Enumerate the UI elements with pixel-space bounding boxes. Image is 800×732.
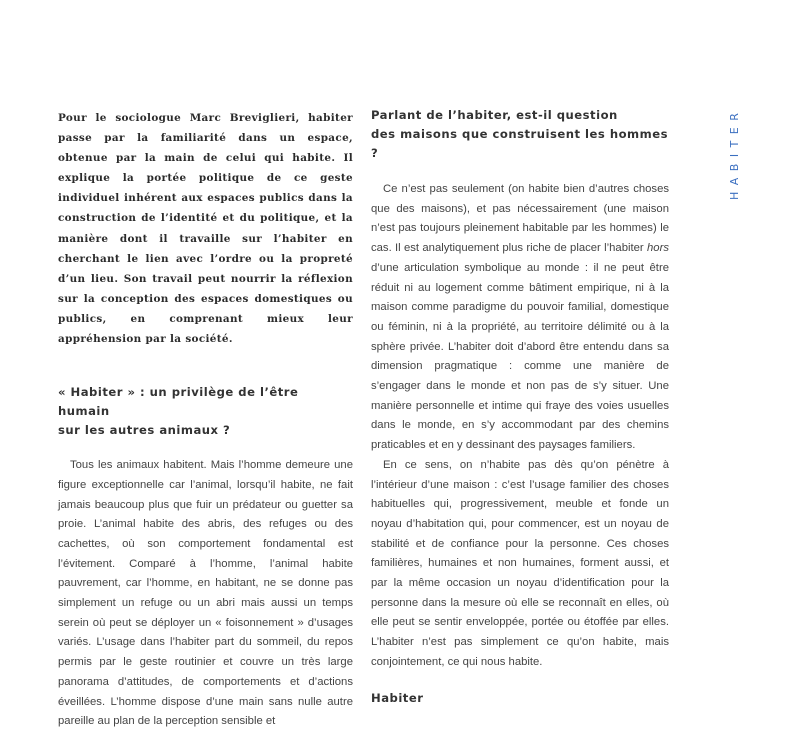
- heading-line: sur les autres animaux ?: [58, 423, 231, 438]
- paragraph: En ce sens, on n’habite pas dès qu’on pénètre à l’intérieur d’une maison : c’est l’usage familier des choses habituelles qui, progressivement, meuble et fonde un noyau d’habitation qui, pour commencer, est un noyau de stabilité et de confiance pour la personne. Ces choses familières, humaines et non humaines, forment aussi, et par la même occasion un noyau d’identification pour la personne dans la mesure où elle se reconnaît en elles, où elle peut se sentir enveloppée, portée ou étoffée par elles. L’habiter n’est pas simplement ce qu’on habite, mais conjointement, ce qui nous habite.: [371, 458, 669, 668]
- right-column: [371, 106, 669, 705]
- section-heading-maisons: [371, 106, 669, 163]
- body-text-maisons: [371, 180, 669, 673]
- intro-paragraph: Pour le sociologue Marc Breviglieri, habiter passe par la familiarité dans un espace, obtenue par la main de celui qui habite. Il explique la portée politique de ce geste individuel inhérent aux espaces publics dans la construction de l’identité et du politique, et la manière dont il travaille sur l’habiter en cherchant le lien avec l’ordre ou la propreté d’un lieu. Son travail peut nourrir la réflexion sur la conception des espaces domestiques ou publics, en comprenant mieux leur appréhension par la société.: [58, 112, 353, 346]
- section-side-label: HABITER: [728, 106, 741, 200]
- paragraph: Tous les animaux habitent. Mais l’homme demeure une figure exceptionnelle car l’animal, lorsqu’il habite, ne fait jamais beaucoup plus que fuir un prédateur ou guetter sa proie. L’animal habite des abris, des refuges ou des cachettes, où son comportement fondamental est l’évitement. Comparé à l’homme, l’animal habite pauvrement, car l’homme, en habitant, ne se donne pas simplement un refuge ou un abri mais aussi un temps serein où peut se déployer un « foisonnement » d’usages variés. L’usage dans l’habiter part du sommeil, du repos permis par le geste routinier et couvre un très large panorama d’attitudes, de comportements et d’actions éveillées. L’homme dispose d’une main sans nulle autre pareille au plan de la perception sensible et: [58, 459, 353, 728]
- heading-line: Parlant de l’habiter, est-il question: [371, 108, 618, 122]
- left-column: [58, 108, 353, 732]
- text-span: d’une articulation symbolique au monde : il ne peut être réduit ni au logement comme bâtiment empirique, ni à la maison comme paradigme du pouvoir familial, domestique ou féminin, ni à la propriété, au territoire délimité ou à la sphère privée. L’habiter doit d’abord être entendu dans sa dimension pragmatique : comme une manière de s’engager dans le monde et non pas de s’y situer. Une manière personnelle et intime qui fraye des voies usuelles dans le monde, en s’y accommodant par des chemins praticables et en y dessinant des paysages familiers.: [371, 261, 669, 452]
- paragraph: [371, 180, 669, 456]
- italic-word: hors: [647, 242, 669, 255]
- section-heading-privilege: [58, 383, 353, 440]
- text-span: Ce n’est pas seulement (on habite bien d’autres choses que des maisons), et pas nécessairement (une maison n’est pas toujours pleinement habitable par les hommes) le cas. Il est analytiquement plus riche de placer l’habiter: [371, 183, 669, 255]
- body-text-animals: [58, 456, 353, 732]
- section-heading-partial: Habiter: [371, 690, 424, 705]
- heading-line: des maisons que construisent les hommes ?: [371, 127, 668, 160]
- heading-line: « Habiter » : un privilège de l’être humain: [58, 385, 299, 419]
